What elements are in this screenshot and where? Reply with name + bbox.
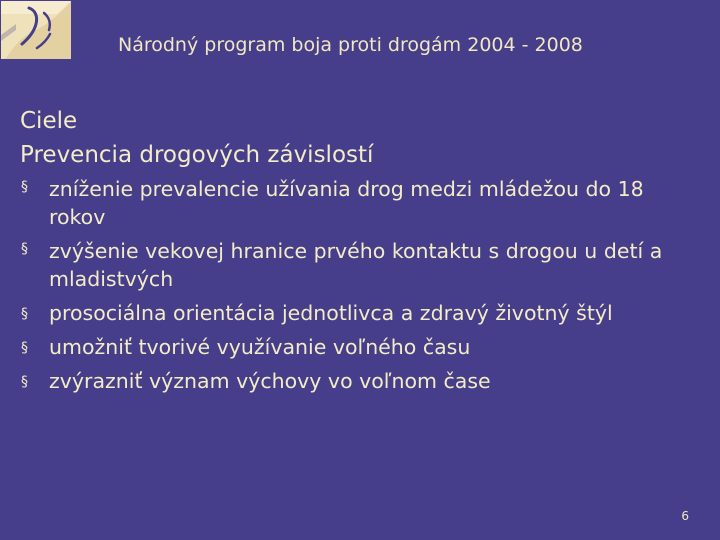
list-item bbox=[20, 330, 700, 364]
bullet-text: zníženie prevalencie užívania drog medzi mládežou do 18 rokov bbox=[49, 177, 644, 229]
bullet-icon: § bbox=[21, 306, 28, 322]
bullet-icon: § bbox=[21, 340, 28, 356]
abstract-logo-icon bbox=[0, 0, 72, 60]
page-number: 6 bbox=[681, 509, 689, 523]
bullet-text: prosociálna orientácia jednotlivca a zdravý životný štýl bbox=[49, 301, 613, 325]
section-heading: Ciele bbox=[20, 108, 78, 134]
bullet-icon: § bbox=[21, 179, 28, 195]
bullet-text: zvýšenie vekovej hranice prvého kontaktu s drogou u detí a mladistvých bbox=[49, 239, 663, 291]
list-item bbox=[20, 364, 700, 398]
subheading: Prevencia drogových závislostí bbox=[20, 142, 374, 168]
slide-title: Národný program boja proti drogám 2004 - 2008 bbox=[118, 34, 583, 56]
bullet-icon: § bbox=[21, 241, 28, 257]
list-item bbox=[20, 296, 700, 330]
list-item bbox=[20, 234, 700, 296]
bullet-list bbox=[20, 172, 700, 398]
slide-content bbox=[20, 104, 700, 398]
bullet-icon: § bbox=[21, 374, 28, 390]
bullet-text: zvýrazniť význam výchovy vo voľnom čase bbox=[49, 369, 491, 393]
list-item bbox=[20, 172, 700, 234]
bullet-text: umožniť tvorivé využívanie voľného času bbox=[49, 335, 471, 359]
